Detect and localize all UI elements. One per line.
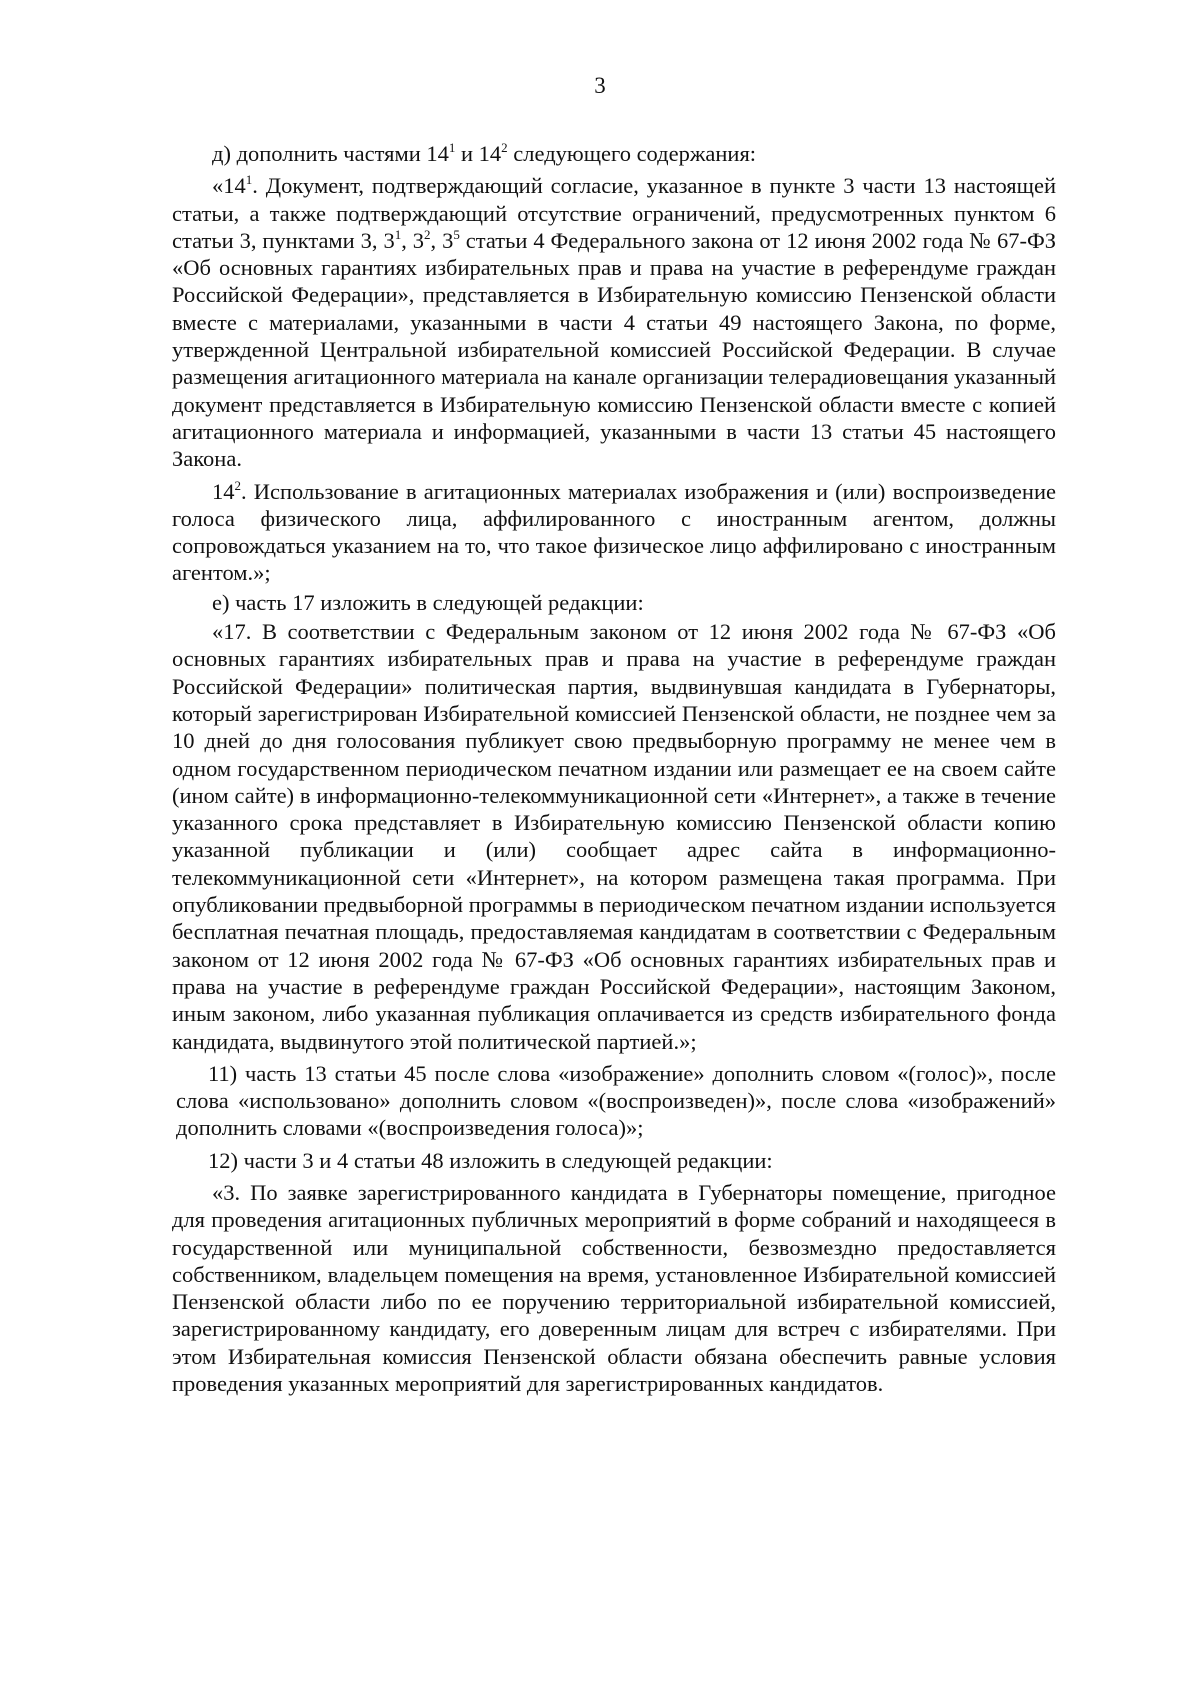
paragraph-item-11: [172, 1060, 1056, 1142]
paragraph-text: «14: [212, 173, 246, 199]
paragraph-part-14-1: [172, 172, 1056, 472]
document-body: [172, 140, 1056, 1402]
paragraph-text: е) часть 17 изложить в следующей редакции:: [212, 589, 644, 615]
paragraph-part-17: [172, 618, 1056, 1055]
paragraph-amendment-e: [172, 589, 1056, 616]
paragraph-text: 11) часть 13 статьи 45 после слова «изображение» дополнить словом «(голос)», после слова «использовано» дополнить словом «(воспроизведен)», после слова «изображений» дополнить словами «(воспроизведения голоса)»;: [176, 1060, 1056, 1141]
paragraph-text: «3. По заявке зарегистрированного кандидата в Губернаторы помещение, пригодное для проведения агитационных публичных мероприятий в форме собраний и находящееся в государственной или муниципальной собственности, безвозмездно предоставляется собственником, владельцем помещения на время, установленное Избирательной комиссией Пензенской области либо по ее поручению территориальной избирательной комиссией, зарегистрированному кандидату, его доверенным лицам для встреч с избирателями. При этом Избирательная комиссия Пензенской области обязана обеспечить равные условия проведения указанных мероприятий для зарегистрированных кандидатов.: [172, 1179, 1056, 1397]
paragraph-part-3: [172, 1179, 1056, 1397]
superscript-index: 5: [453, 226, 460, 242]
paragraph-text: следующего содержания:: [507, 141, 757, 166]
paragraph-text: , 3: [430, 227, 454, 253]
superscript-index: 2: [501, 140, 508, 155]
paragraph-amendment-d: [172, 140, 1056, 167]
superscript-index: 1: [245, 172, 253, 188]
superscript-index: 1: [448, 140, 456, 155]
paragraph-text: «17. В соответствии с Федеральным законом от 12 июня 2002 года № 67-ФЗ «Об основных гарантиях избирательных прав и права на участие в референдуме граждан Российской Федерации» политическая партия, выдвинувшая кандидата в Губернаторы, который зарегистрирован Избирательной комиссией Пензенской области, не позднее чем за 10 дней до дня голосования публикует свою предвыборную программу не менее чем в одном государственном периодическом печатном издании или размещает ее на своем сайте (ином сайте) в информационно-телекоммуникационной сети «Интернет», а также в течение указанного срока представляет в Избирательную комиссию Пензенской области копию указанной публикации и (или) сообщает адрес сайта в информационно-телекоммуникационной сети «Интернет», на котором размещена такая программа. При опубликовании предвыборной программы в периодическом печатном издании используется бесплатная печатная площадь, предоставляемая кандидатам в соответствии с Федеральным законом от 12 июня 2002 года № 67-ФЗ «Об основных гарантиях избирательных прав и права на участие в референдуме граждан Российской Федерации», настоящим Законом, иным законом, либо указанная публикация оплачивается из средств избирательного фонда кандидата, выдвинутого этой политической партией.»;: [172, 619, 1056, 1054]
paragraph-text: . Использование в агитационных материалах изображения и (или) воспроизведение голоса физического лица, аффилированного с иностранным агентом, должны сопровождаться указанием на то, что такое физическое лицо аффилировано с иностранным агентом.»;: [172, 478, 1056, 586]
paragraph-text: , 3: [401, 227, 425, 253]
paragraph-text: д) дополнить частями 14: [212, 141, 449, 166]
superscript-index: 2: [424, 226, 431, 242]
paragraph-text: 12) части 3 и 4 статьи 48 изложить в следующей редакции:: [208, 1147, 773, 1173]
paragraph-text: статьи 4 Федерального закона от 12 июня 2002 года № 67-ФЗ «Об основных гарантиях избирательных прав и права на участие в референдуме граждан Российской Федерации», представляется в Избирательную комиссию Пензенской области вместе с материалами, указанными в части 4 статьи 49 настоящего Закона, по форме, утвержденной Центральной избирательной комиссией Российской Федерации. В случае размещения агитационного материала на канале организации телерадиовещания указанный документ представляется в Избирательную комиссию Пензенской области вместе с копией агитационного материала и информацией, указанными в части 13 статьи 45 настоящего Закона.: [172, 227, 1056, 472]
superscript-index: 2: [234, 477, 241, 493]
superscript-index: 1: [394, 226, 402, 242]
page-number: 3: [594, 73, 606, 98]
paragraph-text: . Документ, подтверждающий согласие, указанное в пункте 3 части 13 настоящей статьи, а также подтверждающий отсутствие ограничений, предусмотренных пунктом 6 статьи 3, пунктами 3, 3: [172, 173, 1056, 253]
paragraph-text: 14: [212, 478, 235, 504]
paragraph-part-14-2: [172, 478, 1056, 587]
paragraph-item-12: [172, 1147, 1056, 1174]
paragraph-text: и 14: [455, 141, 502, 166]
